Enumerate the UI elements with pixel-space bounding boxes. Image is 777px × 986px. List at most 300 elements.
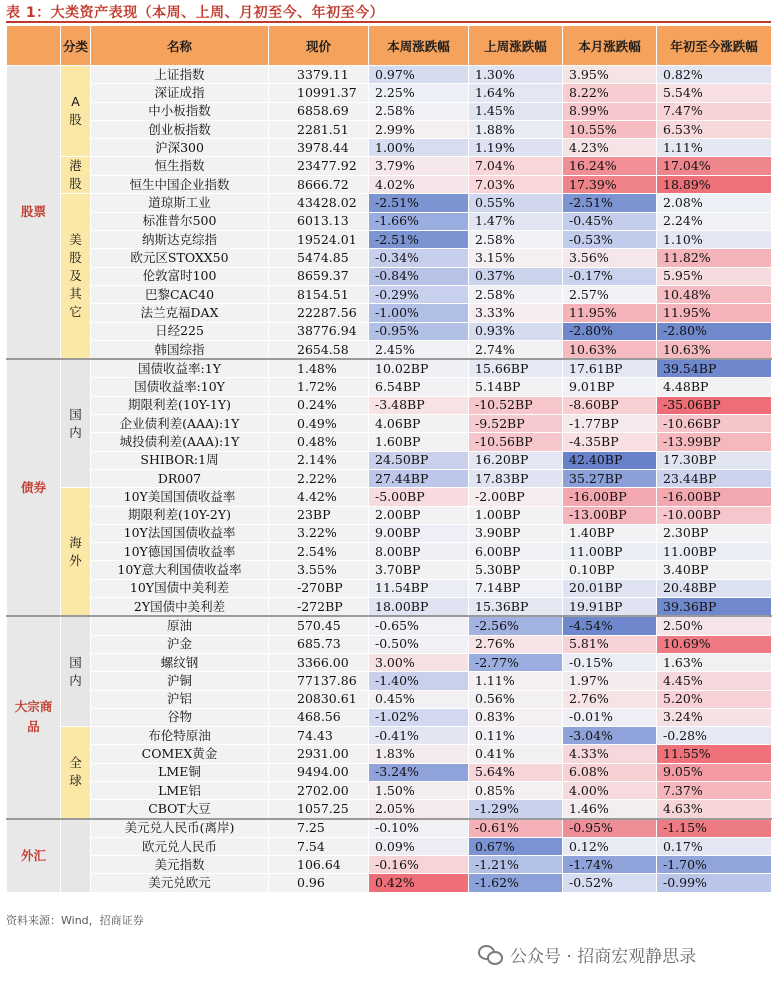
table-row: [7, 175, 772, 194]
header-price: 现价: [269, 26, 369, 66]
asset-name: 布伦特原油: [91, 727, 269, 745]
watermark-text: 公众号 · 招商宏观静思录: [510, 947, 697, 967]
subcategory-cell: 国内: [61, 359, 91, 488]
ytd-change: -0.99%: [657, 874, 772, 892]
price-cell: 2.54%: [269, 543, 369, 561]
table-row: [7, 249, 772, 267]
month-change: 5.81%: [563, 635, 657, 653]
asset-name: 国债收益率:1Y: [91, 359, 269, 378]
table-row: [7, 543, 772, 561]
ytd-change: 4.45%: [657, 672, 772, 690]
month-change: 42.40BP: [563, 451, 657, 469]
week-change: 0.42%: [369, 874, 469, 892]
month-change: 16.24%: [563, 157, 657, 176]
week-change: 8.00BP: [369, 543, 469, 561]
header-ytd: 年初至今涨跌幅: [657, 26, 772, 66]
month-change: -1.77BP: [563, 415, 657, 433]
last-week-change: 1.00BP: [469, 506, 563, 524]
ytd-change: 3.24%: [657, 708, 772, 726]
ytd-change: 7.37%: [657, 781, 772, 799]
price-cell: 5474.85: [269, 249, 369, 267]
week-change: -0.65%: [369, 616, 469, 635]
last-week-change: 0.55%: [469, 194, 563, 212]
table-row: [7, 819, 772, 838]
last-week-change: 0.37%: [469, 267, 563, 285]
table-row: [7, 561, 772, 579]
last-week-change: 0.11%: [469, 727, 563, 745]
price-cell: -272BP: [269, 598, 369, 617]
ytd-change: 1.10%: [657, 231, 772, 249]
ytd-change: -35.06BP: [657, 396, 772, 414]
ytd-change: 5.20%: [657, 690, 772, 708]
price-cell: 6858.69: [269, 102, 369, 120]
table-row: [7, 708, 772, 726]
table-row: [7, 84, 772, 102]
ytd-change: -13.99BP: [657, 433, 772, 451]
last-week-change: -1.29%: [469, 800, 563, 819]
table-row: [7, 856, 772, 874]
ytd-change: -1.15%: [657, 819, 772, 838]
table-row: [7, 340, 772, 359]
table-row: [7, 579, 772, 597]
asset-name: 沪金: [91, 635, 269, 653]
table-title: 表 1：大类资产表现（本周、上周、月初至今、年初至今）: [6, 5, 385, 21]
table-row: [7, 66, 772, 84]
table-row: [7, 157, 772, 176]
table-row: [7, 415, 772, 433]
week-change: 1.60BP: [369, 433, 469, 451]
price-cell: 8154.51: [269, 285, 369, 303]
last-week-change: 1.64%: [469, 84, 563, 102]
asset-name: 10Y德国国债收益率: [91, 543, 269, 561]
last-week-change: 7.03%: [469, 175, 563, 194]
ytd-change: 17.04%: [657, 157, 772, 176]
asset-performance-table: [6, 25, 772, 893]
last-week-change: 0.67%: [469, 837, 563, 855]
month-change: 1.40BP: [563, 524, 657, 542]
price-cell: 106.64: [269, 856, 369, 874]
last-week-change: 2.58%: [469, 231, 563, 249]
subcategory-cell: A股: [61, 66, 91, 157]
price-cell: 10991.37: [269, 84, 369, 102]
asset-name: 谷物: [91, 708, 269, 726]
table-row: [7, 396, 772, 414]
table-row: [7, 451, 772, 469]
ytd-change: 2.50%: [657, 616, 772, 635]
ytd-change: 1.11%: [657, 139, 772, 157]
month-change: 2.76%: [563, 690, 657, 708]
category-cell: 大宗商品: [7, 616, 61, 818]
ytd-change: 3.40BP: [657, 561, 772, 579]
table-row: [7, 781, 772, 799]
month-change: 0.12%: [563, 837, 657, 855]
asset-name: 欧元兑人民币: [91, 837, 269, 855]
table-row: [7, 488, 772, 506]
table-body: [7, 66, 772, 893]
ytd-change: 4.63%: [657, 800, 772, 819]
table-row: [7, 800, 772, 819]
table-row: [7, 139, 772, 157]
asset-name: CBOT大豆: [91, 800, 269, 819]
week-change: 1.50%: [369, 781, 469, 799]
price-cell: 0.24%: [269, 396, 369, 414]
asset-name: 沪铝: [91, 690, 269, 708]
month-change: -2.51%: [563, 194, 657, 212]
month-change: 4.33%: [563, 745, 657, 763]
week-change: 0.45%: [369, 690, 469, 708]
price-cell: 7.25: [269, 819, 369, 838]
price-cell: 1057.25: [269, 800, 369, 819]
asset-name: 螺纹钢: [91, 653, 269, 671]
month-change: 3.95%: [563, 66, 657, 84]
table-row: [7, 304, 772, 322]
month-change: -0.45%: [563, 212, 657, 230]
week-change: -0.10%: [369, 819, 469, 838]
last-week-change: 2.76%: [469, 635, 563, 653]
week-change: 1.00%: [369, 139, 469, 157]
week-change: -0.84%: [369, 267, 469, 285]
asset-name: 中小板指数: [91, 102, 269, 120]
table-row: [7, 635, 772, 653]
price-cell: 43428.02: [269, 194, 369, 212]
table-row: [7, 359, 772, 378]
table-row: [7, 469, 772, 487]
month-change: 17.39%: [563, 175, 657, 194]
price-cell: 19524.01: [269, 231, 369, 249]
week-change: -0.29%: [369, 285, 469, 303]
asset-name: 期限利差(10Y-2Y): [91, 506, 269, 524]
asset-name: LME铝: [91, 781, 269, 799]
price-cell: -270BP: [269, 579, 369, 597]
asset-name: 10Y意大利国债收益率: [91, 561, 269, 579]
wechat-icon: [478, 945, 504, 965]
last-week-change: -2.77%: [469, 653, 563, 671]
table-row: [7, 763, 772, 781]
week-change: 3.00%: [369, 653, 469, 671]
week-change: 2.45%: [369, 340, 469, 359]
asset-name: COMEX黄金: [91, 745, 269, 763]
week-change: 24.50BP: [369, 451, 469, 469]
ytd-change: 5.54%: [657, 84, 772, 102]
last-week-change: 0.56%: [469, 690, 563, 708]
price-cell: 468.56: [269, 708, 369, 726]
price-cell: 8666.72: [269, 175, 369, 194]
price-cell: 4.42%: [269, 488, 369, 506]
asset-name: 城投债利差(AAA):1Y: [91, 433, 269, 451]
month-change: 6.08%: [563, 763, 657, 781]
month-change: 4.00%: [563, 781, 657, 799]
ytd-change: 0.17%: [657, 837, 772, 855]
week-change: 4.02%: [369, 175, 469, 194]
last-week-change: 1.11%: [469, 672, 563, 690]
week-change: -3.24%: [369, 763, 469, 781]
last-week-change: 7.04%: [469, 157, 563, 176]
last-week-change: 6.00BP: [469, 543, 563, 561]
week-change: -0.16%: [369, 856, 469, 874]
header-name: 名称: [91, 26, 269, 66]
category-cell: 外汇: [7, 819, 61, 893]
ytd-change: -1.70%: [657, 856, 772, 874]
asset-name: 标准普尔500: [91, 212, 269, 230]
week-change: 2.99%: [369, 120, 469, 138]
asset-name: 恒生中国企业指数: [91, 175, 269, 194]
week-change: -0.50%: [369, 635, 469, 653]
asset-name: 上证指数: [91, 66, 269, 84]
month-change: -0.52%: [563, 874, 657, 892]
table-row: [7, 194, 772, 212]
asset-name: 日经225: [91, 322, 269, 340]
month-change: -4.54%: [563, 616, 657, 635]
header-category: 分类: [61, 26, 91, 66]
ytd-change: 2.30BP: [657, 524, 772, 542]
month-change: -0.17%: [563, 267, 657, 285]
table-row: [7, 322, 772, 340]
table-row: [7, 120, 772, 138]
header-week: 本周涨跌幅: [369, 26, 469, 66]
price-cell: 0.48%: [269, 433, 369, 451]
header-month: 本月涨跌幅: [563, 26, 657, 66]
last-week-change: 5.30BP: [469, 561, 563, 579]
asset-name: 10Y国债中美利差: [91, 579, 269, 597]
month-change: 9.01BP: [563, 378, 657, 396]
asset-name: 创业板指数: [91, 120, 269, 138]
last-week-change: 5.64%: [469, 763, 563, 781]
last-week-change: 17.83BP: [469, 469, 563, 487]
price-cell: 22287.56: [269, 304, 369, 322]
price-cell: 570.45: [269, 616, 369, 635]
asset-name: 韩国综指: [91, 340, 269, 359]
price-cell: 2931.00: [269, 745, 369, 763]
ytd-change: 11.55%: [657, 745, 772, 763]
month-change: -0.01%: [563, 708, 657, 726]
week-change: 3.70BP: [369, 561, 469, 579]
asset-name: 纳斯达克综指: [91, 231, 269, 249]
month-change: 35.27BP: [563, 469, 657, 487]
price-cell: 3.55%: [269, 561, 369, 579]
month-change: 3.56%: [563, 249, 657, 267]
last-week-change: -2.00BP: [469, 488, 563, 506]
week-change: 18.00BP: [369, 598, 469, 617]
asset-name: 伦敦富时100: [91, 267, 269, 285]
last-week-change: 15.66BP: [469, 359, 563, 378]
last-week-change: 1.30%: [469, 66, 563, 84]
week-change: -0.41%: [369, 727, 469, 745]
header-spacer: [7, 26, 61, 66]
ytd-change: 7.47%: [657, 102, 772, 120]
month-change: 8.99%: [563, 102, 657, 120]
price-cell: 7.54: [269, 837, 369, 855]
price-cell: 3366.00: [269, 653, 369, 671]
price-cell: 2654.58: [269, 340, 369, 359]
week-change: 27.44BP: [369, 469, 469, 487]
title-underline: [6, 21, 771, 23]
table-row: [7, 837, 772, 855]
asset-name: 企业债利差(AAA):1Y: [91, 415, 269, 433]
month-change: 20.01BP: [563, 579, 657, 597]
last-week-change: 0.83%: [469, 708, 563, 726]
month-change: 17.61BP: [563, 359, 657, 378]
asset-name: SHIBOR:1周: [91, 451, 269, 469]
ytd-change: -0.28%: [657, 727, 772, 745]
asset-name: 巴黎CAC40: [91, 285, 269, 303]
price-cell: 2281.51: [269, 120, 369, 138]
ytd-change: 4.48BP: [657, 378, 772, 396]
last-week-change: 3.33%: [469, 304, 563, 322]
ytd-change: 9.05%: [657, 763, 772, 781]
last-week-change: 7.14BP: [469, 579, 563, 597]
asset-name: 原油: [91, 616, 269, 635]
asset-name: 恒生指数: [91, 157, 269, 176]
source-note: 资料来源：Wind，招商证券: [6, 914, 144, 927]
ytd-change: -2.80%: [657, 322, 772, 340]
month-change: 11.95%: [563, 304, 657, 322]
last-week-change: -1.21%: [469, 856, 563, 874]
week-change: -1.02%: [369, 708, 469, 726]
ytd-change: 10.48%: [657, 285, 772, 303]
ytd-change: 1.63%: [657, 653, 772, 671]
week-change: -3.48BP: [369, 396, 469, 414]
table-row: [7, 433, 772, 451]
price-cell: 38776.94: [269, 322, 369, 340]
ytd-change: -16.00BP: [657, 488, 772, 506]
month-change: 0.10BP: [563, 561, 657, 579]
table-row: [7, 102, 772, 120]
last-week-change: -10.52BP: [469, 396, 563, 414]
ytd-change: 2.08%: [657, 194, 772, 212]
price-cell: 6013.13: [269, 212, 369, 230]
last-week-change: 1.45%: [469, 102, 563, 120]
ytd-change: 23.44BP: [657, 469, 772, 487]
price-cell: 9494.00: [269, 763, 369, 781]
table-row: [7, 727, 772, 745]
week-change: -2.51%: [369, 231, 469, 249]
last-week-change: 0.85%: [469, 781, 563, 799]
week-change: -0.95%: [369, 322, 469, 340]
month-change: -0.15%: [563, 653, 657, 671]
watermark: [478, 942, 696, 967]
price-cell: 20830.61: [269, 690, 369, 708]
ytd-change: 39.36BP: [657, 598, 772, 617]
table-row: [7, 378, 772, 396]
price-cell: 74.43: [269, 727, 369, 745]
month-change: -8.60BP: [563, 396, 657, 414]
table-row: [7, 874, 772, 892]
last-week-change: -9.52BP: [469, 415, 563, 433]
asset-name: 10Y美国国债收益率: [91, 488, 269, 506]
last-week-change: 3.15%: [469, 249, 563, 267]
week-change: 2.00BP: [369, 506, 469, 524]
week-change: 0.09%: [369, 837, 469, 855]
table-row: [7, 672, 772, 690]
price-cell: 2.14%: [269, 451, 369, 469]
ytd-change: 2.24%: [657, 212, 772, 230]
week-change: 2.25%: [369, 84, 469, 102]
last-week-change: 0.93%: [469, 322, 563, 340]
asset-name: 沪深300: [91, 139, 269, 157]
month-change: 1.46%: [563, 800, 657, 819]
price-cell: 77137.86: [269, 672, 369, 690]
price-cell: 8659.37: [269, 267, 369, 285]
ytd-change: -10.66BP: [657, 415, 772, 433]
table-row: [7, 690, 772, 708]
subcategory-cell: 海外: [61, 488, 91, 617]
price-cell: 2702.00: [269, 781, 369, 799]
last-week-change: -2.56%: [469, 616, 563, 635]
asset-name: 2Y国债中美利差: [91, 598, 269, 617]
week-change: 2.05%: [369, 800, 469, 819]
asset-name: 道琼斯工业: [91, 194, 269, 212]
week-change: 0.97%: [369, 66, 469, 84]
category-cell: 股票: [7, 66, 61, 360]
asset-name: LME铜: [91, 763, 269, 781]
month-change: 10.63%: [563, 340, 657, 359]
month-change: 8.22%: [563, 84, 657, 102]
price-cell: 685.73: [269, 635, 369, 653]
price-cell: 1.48%: [269, 359, 369, 378]
price-cell: 0.49%: [269, 415, 369, 433]
price-cell: 1.72%: [269, 378, 369, 396]
price-cell: 23477.92: [269, 157, 369, 176]
month-change: 2.57%: [563, 285, 657, 303]
week-change: -1.40%: [369, 672, 469, 690]
week-change: 3.79%: [369, 157, 469, 176]
last-week-change: 3.90BP: [469, 524, 563, 542]
asset-name: 深证成指: [91, 84, 269, 102]
subcategory-cell: [61, 819, 91, 893]
asset-name: 美元指数: [91, 856, 269, 874]
week-change: 1.83%: [369, 745, 469, 763]
asset-name: 美元兑欧元: [91, 874, 269, 892]
table-row: [7, 231, 772, 249]
ytd-change: 39.54BP: [657, 359, 772, 378]
table-row: [7, 745, 772, 763]
month-change: -13.00BP: [563, 506, 657, 524]
ytd-change: 11.95%: [657, 304, 772, 322]
ytd-change: 6.53%: [657, 120, 772, 138]
week-change: -5.00BP: [369, 488, 469, 506]
month-change: -0.95%: [563, 819, 657, 838]
last-week-change: 16.20BP: [469, 451, 563, 469]
ytd-change: 0.82%: [657, 66, 772, 84]
week-change: 10.02BP: [369, 359, 469, 378]
week-change: 9.00BP: [369, 524, 469, 542]
subcategory-cell: 全球: [61, 727, 91, 819]
subcategory-cell: 港股: [61, 157, 91, 194]
month-change: 10.55%: [563, 120, 657, 138]
ytd-change: 20.48BP: [657, 579, 772, 597]
price-cell: 3978.44: [269, 139, 369, 157]
month-change: 11.00BP: [563, 543, 657, 561]
asset-name: 美元兑人民币(离岸): [91, 819, 269, 838]
week-change: -2.51%: [369, 194, 469, 212]
asset-name: 期限利差(10Y-1Y): [91, 396, 269, 414]
table-row: [7, 653, 772, 671]
last-week-change: 0.41%: [469, 745, 563, 763]
ytd-change: -10.00BP: [657, 506, 772, 524]
asset-name: 法兰克福DAX: [91, 304, 269, 322]
month-change: -0.53%: [563, 231, 657, 249]
week-change: 6.54BP: [369, 378, 469, 396]
table-row: [7, 267, 772, 285]
asset-name: 国债收益率:10Y: [91, 378, 269, 396]
asset-name: DR007: [91, 469, 269, 487]
last-week-change: 1.47%: [469, 212, 563, 230]
asset-name: 欧元区STOXX50: [91, 249, 269, 267]
category-cell: 债券: [7, 359, 61, 616]
week-change: 4.06BP: [369, 415, 469, 433]
table-row: [7, 506, 772, 524]
week-change: -1.00%: [369, 304, 469, 322]
